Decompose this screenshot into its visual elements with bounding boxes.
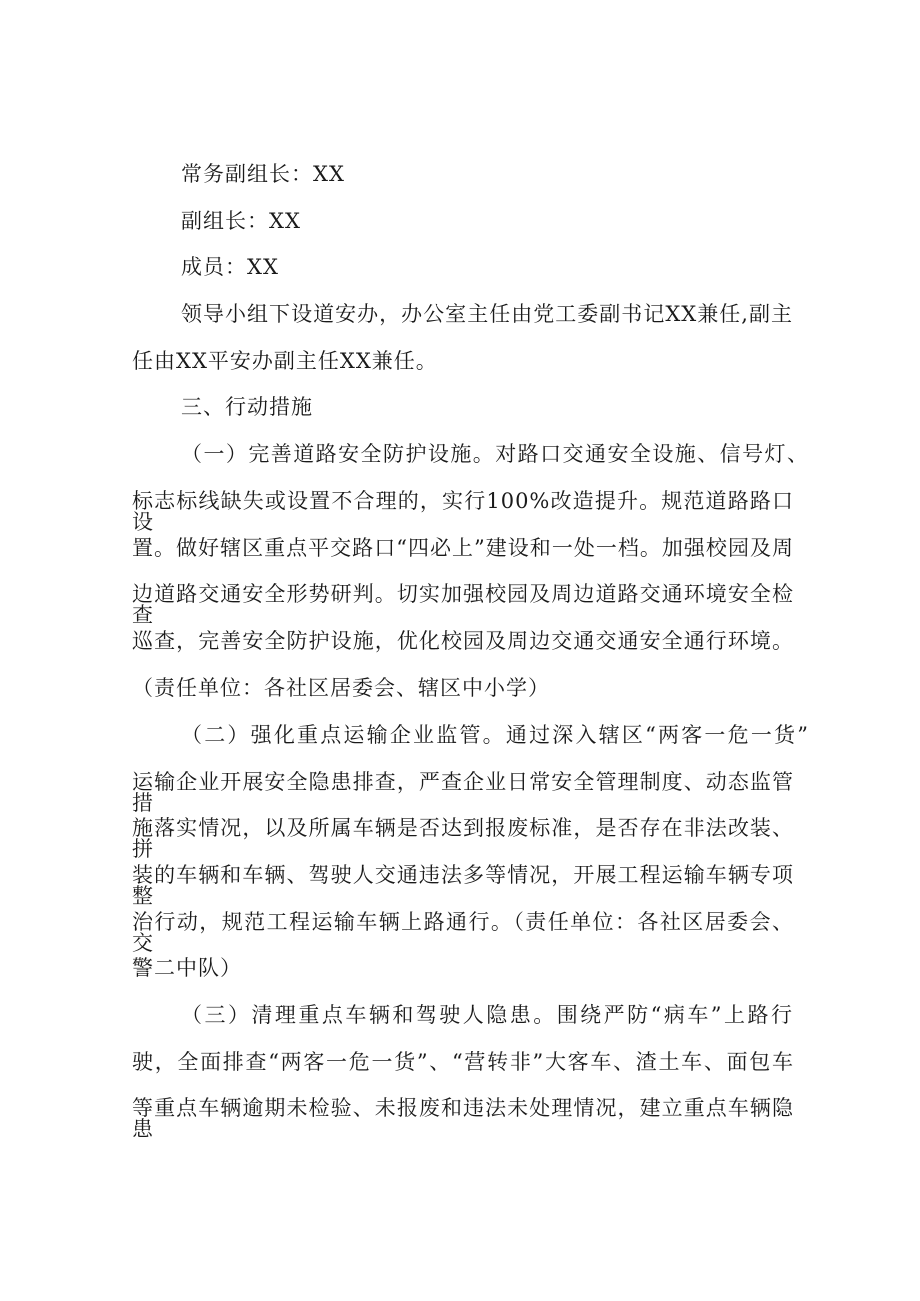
paragraph-line: 等重点车辆逾期未检验、未报废和违法未处理情况，建立重点车辆隐患 xyxy=(132,1096,794,1141)
vice-leader-line: 副组长：XX xyxy=(181,209,301,233)
paragraph-line: 巡查，完善安全防护设施，优化校园及周边交通交通安全通行环境。 xyxy=(132,629,794,653)
paragraph-line: （二）强化重点运输企业监管。通过深入辖区“两客一危一货” xyxy=(181,723,809,747)
paragraph-line: 治行动，规范工程运输车辆上路通行。（责任单位：各社区居委会、交 xyxy=(132,910,794,955)
paragraph-line: （三）清理重点车辆和驾驶人隐患。围绕严防“病车”上路行 xyxy=(181,1003,793,1027)
paragraph-line: （责任单位：各社区居委会、辖区中小学） xyxy=(132,676,550,700)
paragraph-line: 警二中队） xyxy=(132,956,242,980)
paragraph-line: 装的车辆和车辆、驾驶人交通违法多等情况，开展工程运输车辆专项整 xyxy=(132,863,794,908)
paragraph-line: 运输企业开展安全隐患排查，严查企业日常安全管理制度、动态监管措 xyxy=(132,770,794,815)
deputy-leader-line: 常务副组长：XX xyxy=(181,162,345,186)
paragraph-line: 边道路交通安全形势研判。切实加强校园及周边道路交通环境安全检查 xyxy=(132,582,794,627)
section-heading: 三、行动措施 xyxy=(181,395,313,419)
paragraph-line: 施落实情况，以及所属车辆是否达到报废标准，是否存在非法改装、拼 xyxy=(132,816,794,861)
paragraph-line: 驶，全面排查“两客一危一货”、“营转非”大客车、渣土车、面包车 xyxy=(132,1050,794,1074)
paragraph-line: 任由XX平安办副主任XX兼任。 xyxy=(132,349,438,373)
paragraph-line: 领导小组下设道安办，办公室主任由党工委副书记XX兼任,副主 xyxy=(181,302,793,326)
members-line: 成员：XX xyxy=(181,255,279,279)
paragraph-line: 置。做好辖区重点平交路口“四必上”建设和一处一档。加强校园及周 xyxy=(132,536,794,560)
paragraph-line: （一）完善道路安全防护设施。对路口交通安全设施、信号灯、 xyxy=(181,442,809,466)
paragraph-line: 标志标线缺失或设置不合理的，实行100%改造提升。规范道路路口设 xyxy=(132,489,794,534)
